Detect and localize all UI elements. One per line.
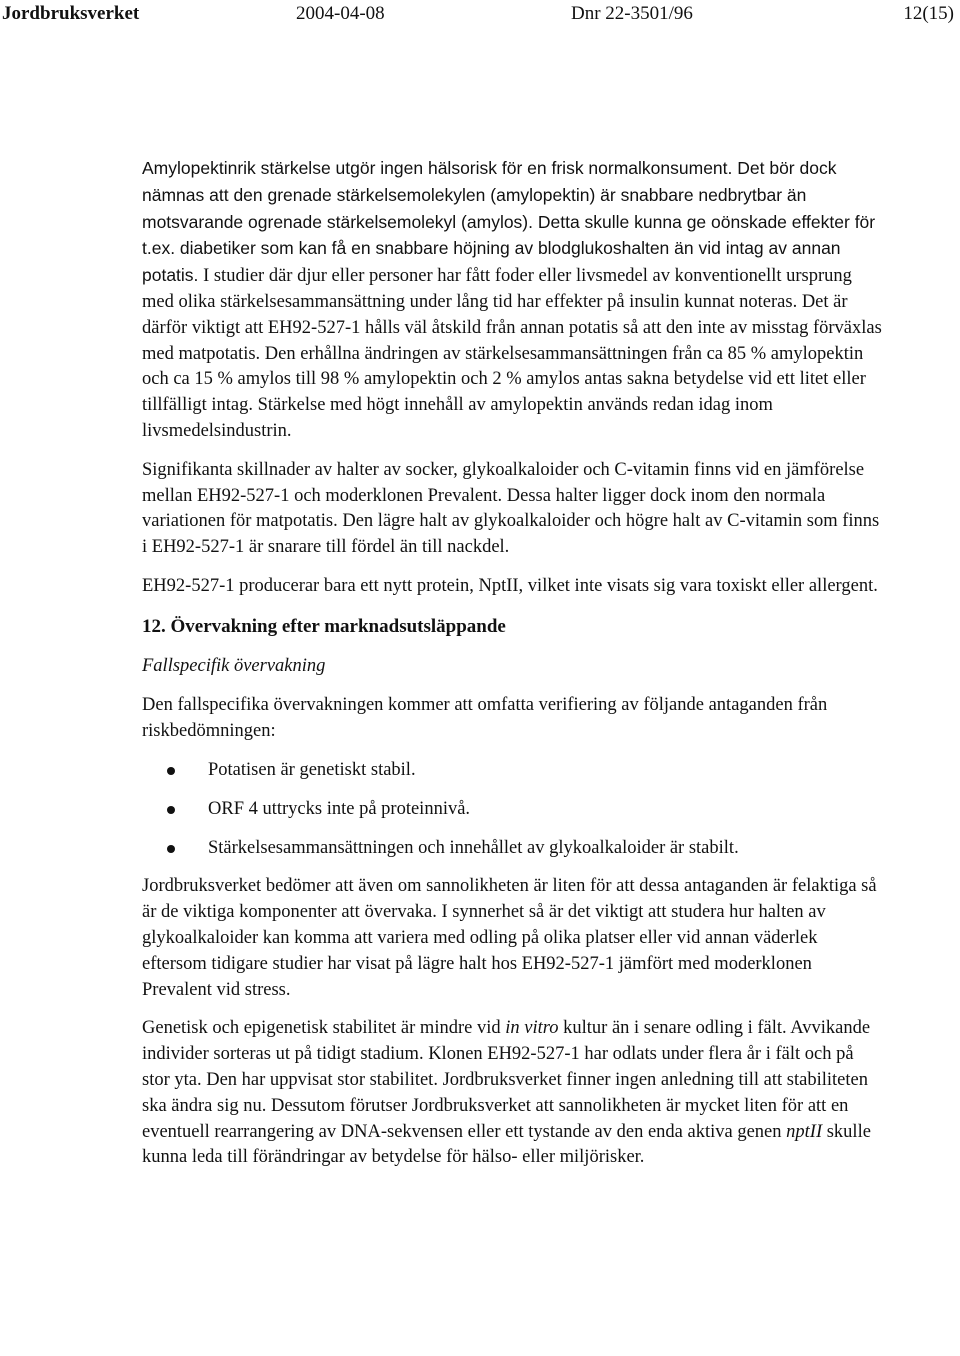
paragraph-nptii-protein: EH92-527-1 producerar bara ett nytt protein, NptII, vilket inte visats sig vara toxiskt eller allergent.: [142, 575, 878, 596]
text-segment: skulle kunna leda till förändringar av betydelse för hälso- eller miljörisker.: [142, 1121, 871, 1168]
paragraph-assessment: Jordbruksverket bedömer att även om sannolikheten är liten för att dessa antaganden är felaktiga så är de viktiga komponenter att övervaka. I synnerhet så är det viktigt att studera hur halten av glykoalkaloider kan komma att variera med odling på olika platser eller vid annan väderlek eftersom tidigare studier har visat på lägre halt hos EH92-527-1 jämfört med moderklonen Prevalent vid stress.: [142, 876, 877, 1000]
bullet-icon: [167, 845, 175, 853]
italic-term: in vitro: [505, 1018, 559, 1039]
bullet-icon: [167, 806, 175, 814]
paragraph-significant-differences: Signifikanta skillnader av halter av socker, glykoalkaloider och C-vitamin finns vid en jämförelse mellan EH92-527-1 och moderklonen Prevalent. Dessa halter ligger dock inom den normala variationen för matpotatis. Den lägre halt av glykoalkaloider och högre halt av C-vitamin som finns i EH92-527-1 är snarare till fördel än till nackdel.: [142, 459, 880, 558]
text-segment: kultur än i senare odling i fält. Avvikande individer sorteras ut på tidigt stadium. Klonen EH92-527-1 har odlats under flera år i fält och på stor yta. Den har uppvisat stor stabilitet. Jordbruksverket finner ingen anledning till att stabiliteten ska ändra sig nu. Dessutom förutser Jordbruksverket att sannolikheten är mycket liten för att en eventuell rearrangering av DNA-sekvensen eller ett tystande av den enda aktiva genen: [142, 1018, 871, 1142]
header-organization: Jordbruksverket: [2, 3, 140, 24]
assumption-list: [142, 758, 882, 861]
list-item: [142, 797, 882, 823]
paragraph-genetic-stability: [142, 1016, 882, 1171]
paragraph-amylopectin: [142, 156, 882, 445]
list-item-text: Stärkelsesammansättningen och innehållet av glykoalkaloider är stabilt.: [208, 837, 739, 858]
text-segment: Genetisk och epigenetisk stabilitet är mindre vid: [142, 1018, 506, 1039]
paragraph-amylopectin-sans-part: Amylopektinrik stärkelse utgör ingen hälsorisk för en frisk normalkonsument. Det bör dock nämnas att den grenade stärkelsemolekylen (amylopektin) är snabbare nedbrytbar än motsvarande ogrenade stärkelsemolekyl (amylos). Detta skulle kunna ge oönskade effekter för t.ex. diabetiker som kan få en snabbare höjning av blodglukoshalten än vid intag av annan potatis.: [142, 158, 876, 286]
section-heading: 12. Övervakning efter marknadsutsläppande: [142, 615, 506, 637]
list-item: [142, 758, 882, 784]
page-header: [0, 0, 960, 30]
list-item: [142, 836, 882, 862]
paragraph-monitoring-intro: Den fallspecifika övervakningen kommer att omfatta verifiering av följande antaganden från riskbedömningen:: [142, 695, 828, 742]
subsection-heading: Fallspecifik övervakning: [142, 655, 326, 676]
header-page-number: 12(15): [903, 3, 954, 24]
paragraph-amylopectin-serif-part: I studier där djur eller personer har fått foder eller livsmedel av konventionellt ursprung med olika stärkelsesammansättning under lång tid har effekter på insulin kunnat noteras. Det är därför viktigt att EH92-527-1 hålls väl åtskild från annan potatis så att den inte av misstag förväxlas med matpotatis. Den erhållna ändringen av stärkelsesammansättningen från ca 85 % amylopektin och ca 15 % amylos till 98 % amylopektin och 2 % amylos antas sakna betydelse vid ett litet eller tillfälligt intag. Stärkelse med högt innehåll av amylopektin används redan idag inom livsmedelsindustrin.: [142, 266, 882, 441]
gene-name: nptII: [786, 1121, 823, 1142]
list-item-text: ORF 4 uttrycks inte på proteinnivå.: [208, 798, 471, 819]
bullet-icon: [167, 767, 175, 775]
list-item-text: Potatisen är genetiskt stabil.: [208, 759, 416, 780]
document-body: [142, 156, 882, 1184]
header-diary-number: Dnr 22-3501/96: [571, 3, 693, 24]
header-date: 2004-04-08: [296, 3, 385, 24]
